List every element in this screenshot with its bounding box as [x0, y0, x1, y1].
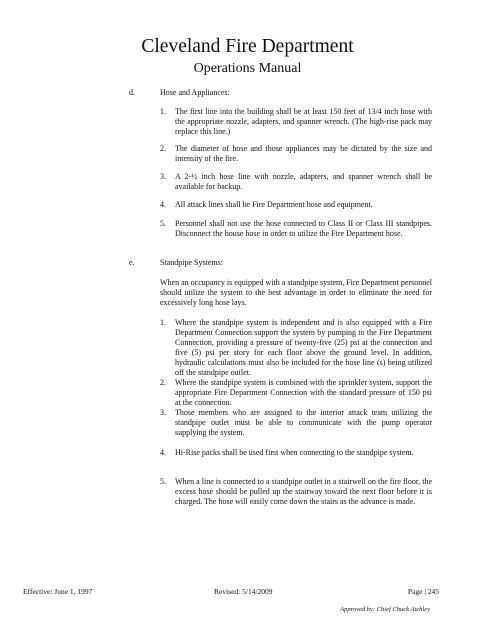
item-text: All attack lines shall be Fire Department hose and equipment. [175, 200, 373, 209]
item-text: The first line into the building shall be at least 150 feet of 13/4 inch hose with the appropriate nozzle, adapters, and spanner wrench. (The high-rise pack may replace this line.) [175, 107, 432, 136]
section-letter: d. [129, 88, 135, 97]
footer-page-number: Page | 245 [407, 587, 439, 596]
item-number: 2. [160, 144, 166, 153]
list-item [160, 219, 432, 239]
item-text: Hi-Rise packs shall be used first when connecting to the standpipe system. [175, 448, 414, 457]
item-text: A 2-½ inch hose line with nozzle, adapters, and spanner wrench shall be available for backup. [175, 172, 432, 191]
item-text: Personnel shall not use the hose connected to Class II or Class III standpipes. Disconnect the house hose in order to utilize the Fire Department hose. [175, 219, 432, 238]
item-number: 4. [160, 200, 166, 209]
list-item [160, 107, 432, 137]
item-text: Where the standpipe system is independent and is also equipped with a Fire Department Connection support the system by pumping to the Fire Department Connection, providing a pressure of twenty-five (25) psi at the connection and five (5) psi per story for each floor above the ground level. In addition, hydraulic calculations must also be included for the hose line (s) being utilized off the standpipe outlet. [175, 318, 432, 377]
list-item [160, 448, 432, 458]
footer-revised-date: Revised: 5/14/2009 [214, 587, 273, 596]
list-item [160, 200, 432, 210]
item-number: 5. [160, 477, 166, 486]
list-item [160, 144, 432, 164]
item-number: 5. [160, 219, 166, 228]
footer-approved-by: Approved by: Chief Chuck Atchley [340, 606, 430, 613]
item-number: 3. [160, 172, 166, 181]
section-title: Hose and Appliances: [160, 88, 230, 97]
item-number: 1. [160, 107, 166, 116]
list-item [160, 408, 432, 438]
page-subtitle: Operations Manual [193, 61, 302, 76]
section-intro: When an occupancy is equipped with a standpipe system, Fire Department personnel should utilize the system to the best advantage in order to eliminate the need for excessively long hose lays. [160, 278, 432, 307]
footer-effective-date: Effective: June 1, 1997 [23, 587, 93, 596]
page-title: Cleveland Fire Department [141, 36, 354, 57]
item-number: 1. [160, 318, 166, 327]
item-text: Where the standpipe system is combined with the sprinkler system, support the appropriate Fire Department Connection with the standard pressure of 150 psi at the connection. [175, 378, 432, 407]
item-text: Those members who are assigned to the interior attack team utilizing the standpipe outlet must be able to communicate with the pump operator supplying the system. [175, 408, 432, 437]
item-text: The diameter of hose and those appliances may be dictated by the size and intensity of the fire. [175, 144, 432, 163]
list-item [160, 318, 432, 378]
item-number: 4. [160, 448, 166, 457]
section-title: Standpipe Systems: [160, 258, 223, 267]
section-letter: e. [129, 258, 135, 267]
item-number: 3. [160, 408, 166, 417]
list-item [160, 172, 432, 192]
item-text: When a line is connected to a standpipe outlet in a stairwell on the fire floor, the excess hose should be pulled up the stairway toward the next floor before it is charged. The hose will easily come down the stairs as the advance is made. [175, 477, 432, 506]
item-number: 2. [160, 378, 166, 387]
list-item [160, 378, 432, 408]
list-item [160, 477, 432, 507]
